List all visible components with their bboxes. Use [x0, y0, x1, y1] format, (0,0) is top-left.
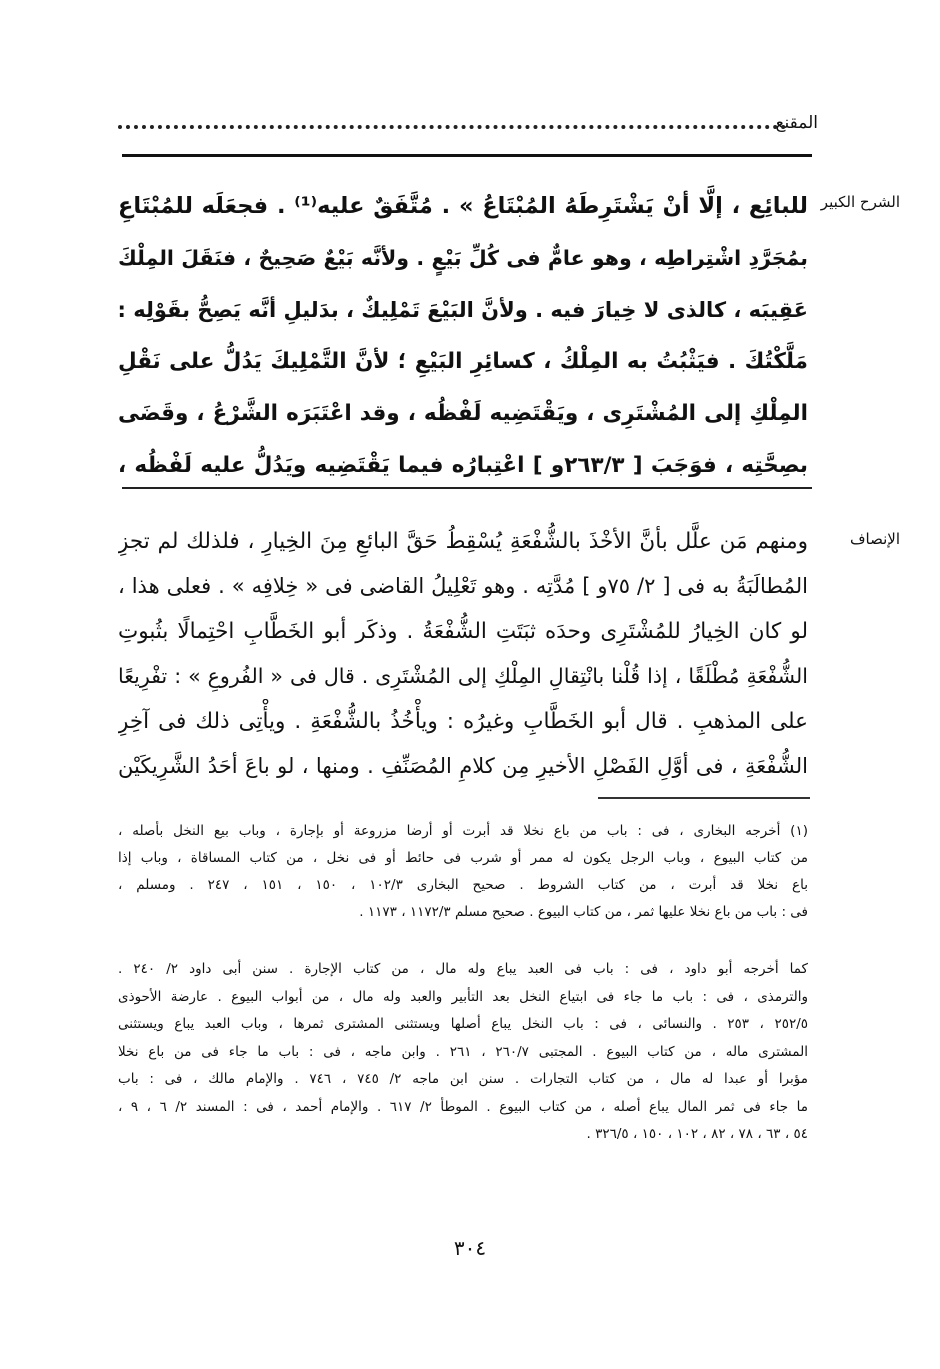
page-number: ٣٠٤ — [453, 1236, 487, 1260]
footnote-line: المشترى ماله ، من كتاب البيوع . المجتبى ٢٦٠/٧ ، ٢٦١ . وابن ماجه ، فى : باب ما جاء فى من باع نخلا — [118, 1043, 808, 1060]
footnote-line: ما جاء فى ثمر المال يباع أصله ، من كتاب البيوع . الموطأ ٢/ ٦١٧ . والإمام أحمد ، فى : المسند ٢/ ٦ ، ٩ ، — [118, 1098, 808, 1115]
footnote-line: ٥٤ ، ٦٣ ، ٧٨ ، ٨٢ ، ١٠٢ ، ١٥٠ ، ٣٢٦/٥ . — [586, 1126, 808, 1142]
sharh-line: بصِحَّتِه ، فوَجَبَ [ ٢٦٣/٣و ] اعْتِبارُه فيما يَقْتَضِيه ويَدُلُّ عليه لَفْظُه ، — [118, 453, 808, 478]
footnote-line: فى : باب من باع نخلا عليها ثمر ، من كتاب البيوع . صحيح مسلم ١١٧٢/٣ ، ١١٧٣ . — [359, 904, 808, 920]
footnote-line: مؤبرا أو عبدا له مال ، من كتاب التجارات . سنن ابن ماجه ٢/ ٧٤٥ ، ٧٤٦ . والإمام مالك ، فى : باب — [118, 1071, 808, 1087]
insaf-section-label: الإنصاف — [849, 530, 900, 548]
sharh-section-label: الشرح الكبير — [820, 193, 900, 211]
insaf-line: الشُّفْعَةِ مُطْلَقًا ، إذا قُلْنا بانْتِقالِ المِلْكِ إلى المُشْتَرِى . قال فى « الفُروعِ » : تفْرِيعًا — [118, 664, 808, 688]
header-rule — [122, 154, 812, 157]
footnote-line: من كتاب البيوع ، وباب الرجل يكون له ممر أو شرب فى حائط أو فى نخل ، من كتاب المساقاة ، وباب إذا — [118, 850, 808, 866]
footnote-line: ٢٥٢/٥ ، ٢٥٣ . والنسائى ، فى : باب النخل يباع أصلها ويستثنى المشترى ثمرها ، وباب العبد يباع ويستثنى — [118, 1016, 808, 1032]
running-header-title: المقنع — [775, 113, 818, 133]
sharh-line: عَقِيبَه ، كالذى لا خِيارَ فيه . ولأنَّ البَيْعَ تَمْلِيكٌ ، بدَليلِ أنَّه يَصِحُّ بقَوْلِه : — [118, 298, 808, 322]
footnote-line: كما أخرجه أبو داود ، فى : باب فى العبد يباع وله مال ، من كتاب الإجارة . سنن أبى داود ٢/ ٢٤٠ . — [118, 961, 808, 977]
insaf-line: ومنهم مَن علَّل بأنَّ الأخْذَ بالشُّفْعَةِ يُسْقِطُ حَقَّ البائعِ مِنَ الخِيارِ ، فلذلك لم تجزِ — [118, 529, 808, 554]
sharh-text-block — [118, 180, 808, 492]
insaf-line: على المذهبِ . قال أبو الخَطَّابِ وغيرُه : ويأْخُذُ بالشُّفْعَةِ . ويأْتِى ذلك فى آخِرِ — [118, 709, 808, 734]
footnote-rule — [598, 797, 810, 799]
sharh-line: المِلْكِ إلى المُشْتَرِى ، ويَقْتَضِيه لَفْظُه ، وقد اعْتَبَرَه الشَّرْعُ ، وقَضَى — [118, 401, 808, 426]
insaf-line: لو كان الخِيارُ للمُشْتَرِى وحدَه ثبَتَتِ الشُّفْعَةُ . وذكَر أبو الخَطَّابِ احْتِمالًا بثُبوتِ — [118, 619, 808, 644]
sharh-line: مَلَّكْتُكَ . فيَثْبُتُ به المِلْكُ ، كسائِرِ البَيْعِ ؛ لأنَّ التَّمْلِيكَ يَدُلُّ على نَقْلِ — [118, 349, 808, 374]
footnote-line: والترمذى ، فى : باب ما جاء فى ابتياع النخل بعد التأبير والعبد وله مال ، من أبواب البيوع . عارضة الأحوذى — [118, 988, 808, 1005]
footnote-1-continued — [118, 956, 808, 1149]
footnote-line: (١) أخرجه البخارى ، فى : باب من باع نخلا قد أبرت أو أرضا مزروعة أو بإجارة ، وباب بيع النخل بأصله ، — [118, 823, 808, 839]
footnote-1 — [118, 818, 808, 926]
insaf-text-block — [118, 519, 808, 789]
sharh-line: للبائِع ، إلَّا أنْ يَشْتَرِطَهُ المُبْتَاعُ » . مُتَّفَقٌ عليه⁽¹⁾ . فجعَلَه للمُبْتَاعِ — [118, 193, 808, 219]
section-divider — [122, 487, 812, 489]
header-dotted-leader — [118, 125, 786, 129]
footnote-line: باع نخلا قد أبرت ، من كتاب الشروط . صحيح البخارى ١٠٢/٣ ، ١٥٠ ، ١٥١ ، ٢٤٧ . ومسلم ، — [118, 877, 808, 893]
insaf-line: المُطالَبَةُ به فى [ ٢/ ٧٥و ] مُدَّتِه . وهو تَعْلِيلُ القاضى فى « خِلافِه » . فعلى هذا ، — [118, 574, 808, 598]
sharh-line: بمُجَرَّدِ اشْتِراطِه ، وهو عامٌّ فى كُلِّ بَيْعٍ . ولأنَّه بَيْعٌ صَحِيحٌ ، فنَقَلَ المِلْكَ — [118, 246, 808, 270]
insaf-line: الشُّفْعَةِ ، فى أوَّلِ الفَصْلِ الأخيرِ مِن كلامِ المُصَنِّفِ . ومنها ، لو باعَ أحَدُ الشَّرِيكَيْن — [118, 754, 808, 778]
